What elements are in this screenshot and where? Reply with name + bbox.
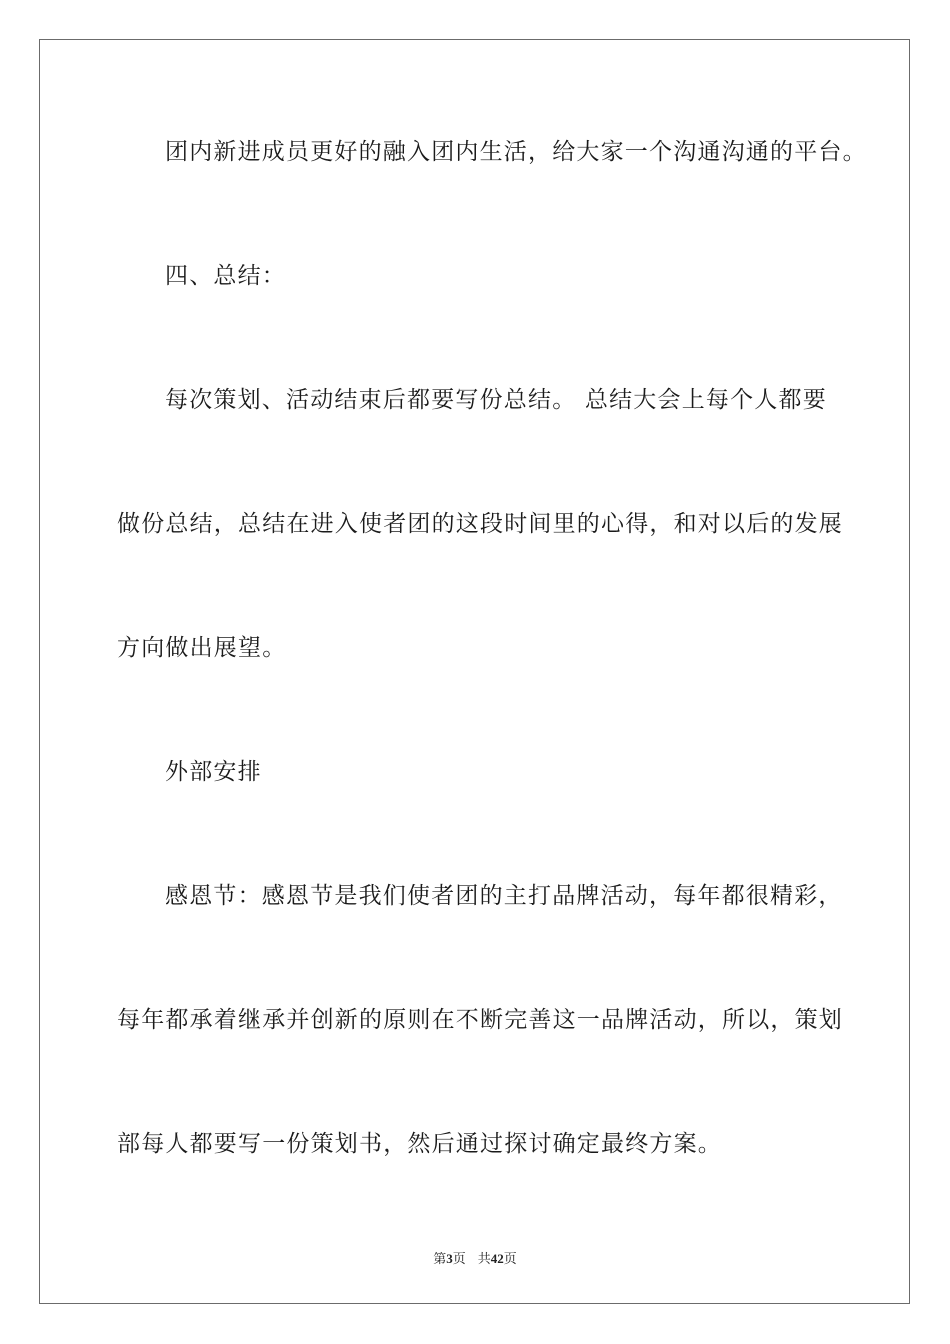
paragraph-line-7: 感恩节：感恩节是我们使者团的主打品牌活动，每年都很精彩，	[165, 883, 843, 909]
footer-page-number: 3	[446, 1251, 453, 1266]
footer-page-suffix: 页	[452, 1251, 466, 1266]
footer-total-pages: 42	[490, 1251, 504, 1266]
footer-page-prefix: 第	[433, 1251, 447, 1266]
section-heading-summary: 四、总结：	[165, 263, 286, 289]
paragraph-line-3: 每次策划、活动结束后都要写份总结。 总结大会上每个人都要	[165, 387, 827, 413]
section-heading-external: 外部安排	[165, 759, 262, 785]
footer-total-suffix: 页	[503, 1251, 517, 1266]
paragraph-line-1: 团内新进成员更好的融入团内生活，给大家一个沟通沟通的平台。	[165, 139, 867, 165]
paragraph-line-5: 方向做出展望。	[117, 635, 287, 661]
paragraph-line-4: 做份总结，总结在进入使者团的这段时间里的心得，和对以后的发展	[117, 511, 843, 537]
page-border	[39, 39, 910, 1304]
paragraph-line-9: 部每人都要写一份策划书，然后通过探讨确定最终方案。	[117, 1131, 722, 1157]
footer-total-prefix: 共	[477, 1251, 491, 1266]
page-footer	[0, 1248, 950, 1267]
paragraph-line-8: 每年都承着继承并创新的原则在不断完善这一品牌活动，所以，策划	[117, 1007, 843, 1033]
